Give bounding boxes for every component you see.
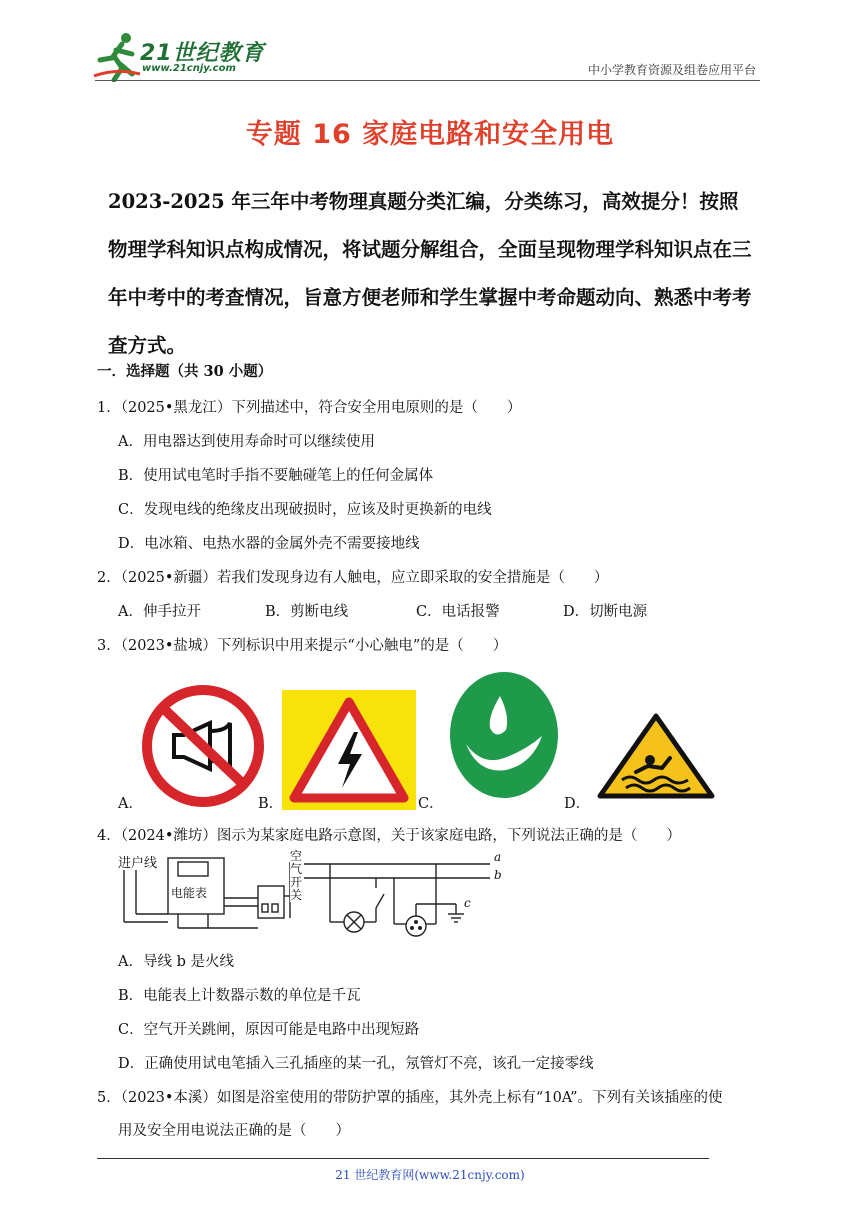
question-2-stem: 2．（2025•新疆）若我们发现身边有人触电，应立即采取的安全措施是（ ） <box>97 570 609 586</box>
drowning-warning-sign-icon <box>596 712 716 800</box>
question-3-option-b[interactable]: B． <box>258 796 284 812</box>
question-1-option-a[interactable]: A．用电器达到使用寿命时可以继续使用 <box>118 434 375 450</box>
diagram-label-b: b <box>494 868 502 882</box>
question-4-option-b[interactable]: B．电能表上计数器示数的单位是千瓦 <box>118 988 361 1004</box>
question-4-stem: 4．（2024•潍坊）图示为某家庭电路示意图，关于该家庭电路，下列说法正确的是（ ） <box>97 828 681 844</box>
household-circuit-diagram <box>118 848 502 944</box>
water-saving-sign-icon <box>448 670 560 800</box>
question-1-stem: 1．（2025•黑龙江）下列描述中，符合安全用电原则的是（ ） <box>97 400 522 416</box>
no-horn-sign-icon <box>140 683 266 809</box>
intro-line: 查方式。 <box>108 334 187 357</box>
diagram-label-incoming: 进户线 <box>118 856 158 871</box>
question-3-stem: 3．（2023•盐城）下列标识中用来提示“小心触电”的是（ ） <box>97 638 508 654</box>
diagram-label-meter: 电能表 <box>171 886 208 900</box>
question-1-option-c[interactable]: C．发现电线的绝缘皮出现破损时，应该及时更换新的电线 <box>118 502 492 518</box>
footer-link[interactable]: 21 世纪教育网(www.21cnjy.com) <box>335 1168 525 1182</box>
question-3-option-c[interactable]: C． <box>418 796 444 812</box>
question-3-option-a[interactable]: A． <box>118 796 143 812</box>
question-1-option-b[interactable]: B．使用试电笔时手指不要触碰笔上的任何金属体 <box>118 468 434 484</box>
question-5-stem-line-2: 用及安全用电说法正确的是（ ） <box>118 1123 350 1139</box>
question-5-stem-line-1: 5．（2023•本溪）如图是浴室使用的带防护罩的插座，其外壳上标有“10A”。下列有关该插座的使 <box>97 1090 723 1106</box>
question-4-option-d[interactable]: D．正确使用试电笔插入三孔插座的某一孔，氖管灯不亮，该孔一定接零线 <box>118 1056 594 1072</box>
intro-line: 2023-2025 年三年中考物理真题分类汇编，分类练习，高效提分！按照 <box>108 190 739 213</box>
intro-paragraph <box>108 178 760 370</box>
logo-name: 21世纪教育 <box>140 41 265 66</box>
question-2-option-a[interactable]: A．伸手拉开 <box>118 604 201 620</box>
page-title: 专题 16 家庭电路和安全用电 <box>245 119 615 150</box>
diagram-label-c: c <box>464 896 471 910</box>
question-4-option-a[interactable]: A．导线 b 是火线 <box>118 954 234 970</box>
diagram-label-air-switch: 空气开关 <box>290 849 303 902</box>
question-2-option-d[interactable]: D．切断电源 <box>563 604 648 620</box>
question-1-option-d[interactable]: D．电冰箱、电热水器的金属外壳不需要接地线 <box>118 536 420 552</box>
runner-logo-icon <box>92 30 142 82</box>
diagram-label-a: a <box>494 850 502 864</box>
question-3-option-d[interactable]: D． <box>564 796 591 812</box>
question-2-option-c[interactable]: C．电话报警 <box>416 604 500 620</box>
question-2-option-b[interactable]: B．剪断电线 <box>265 604 349 620</box>
footer-divider <box>97 1158 709 1159</box>
intro-line: 物理学科知识点构成情况，将试题分解组合，全面呈现物理学科知识点在三 <box>108 238 752 261</box>
question-4-option-c[interactable]: C．空气开关跳闸，原因可能是电路中出现短路 <box>118 1022 420 1038</box>
high-voltage-warning-sign-icon <box>282 690 416 810</box>
section-heading: 一．选择题（共 30 小题） <box>97 363 273 380</box>
header-platform-text: 中小学教育资源及组卷应用平台 <box>587 63 756 77</box>
header-divider <box>95 80 760 81</box>
intro-line: 年中考中的考查情况，旨意方便老师和学生掌握中考命题动向、熟悉中考考 <box>108 286 752 309</box>
logo-url: www.21cnjy.com <box>142 63 236 74</box>
